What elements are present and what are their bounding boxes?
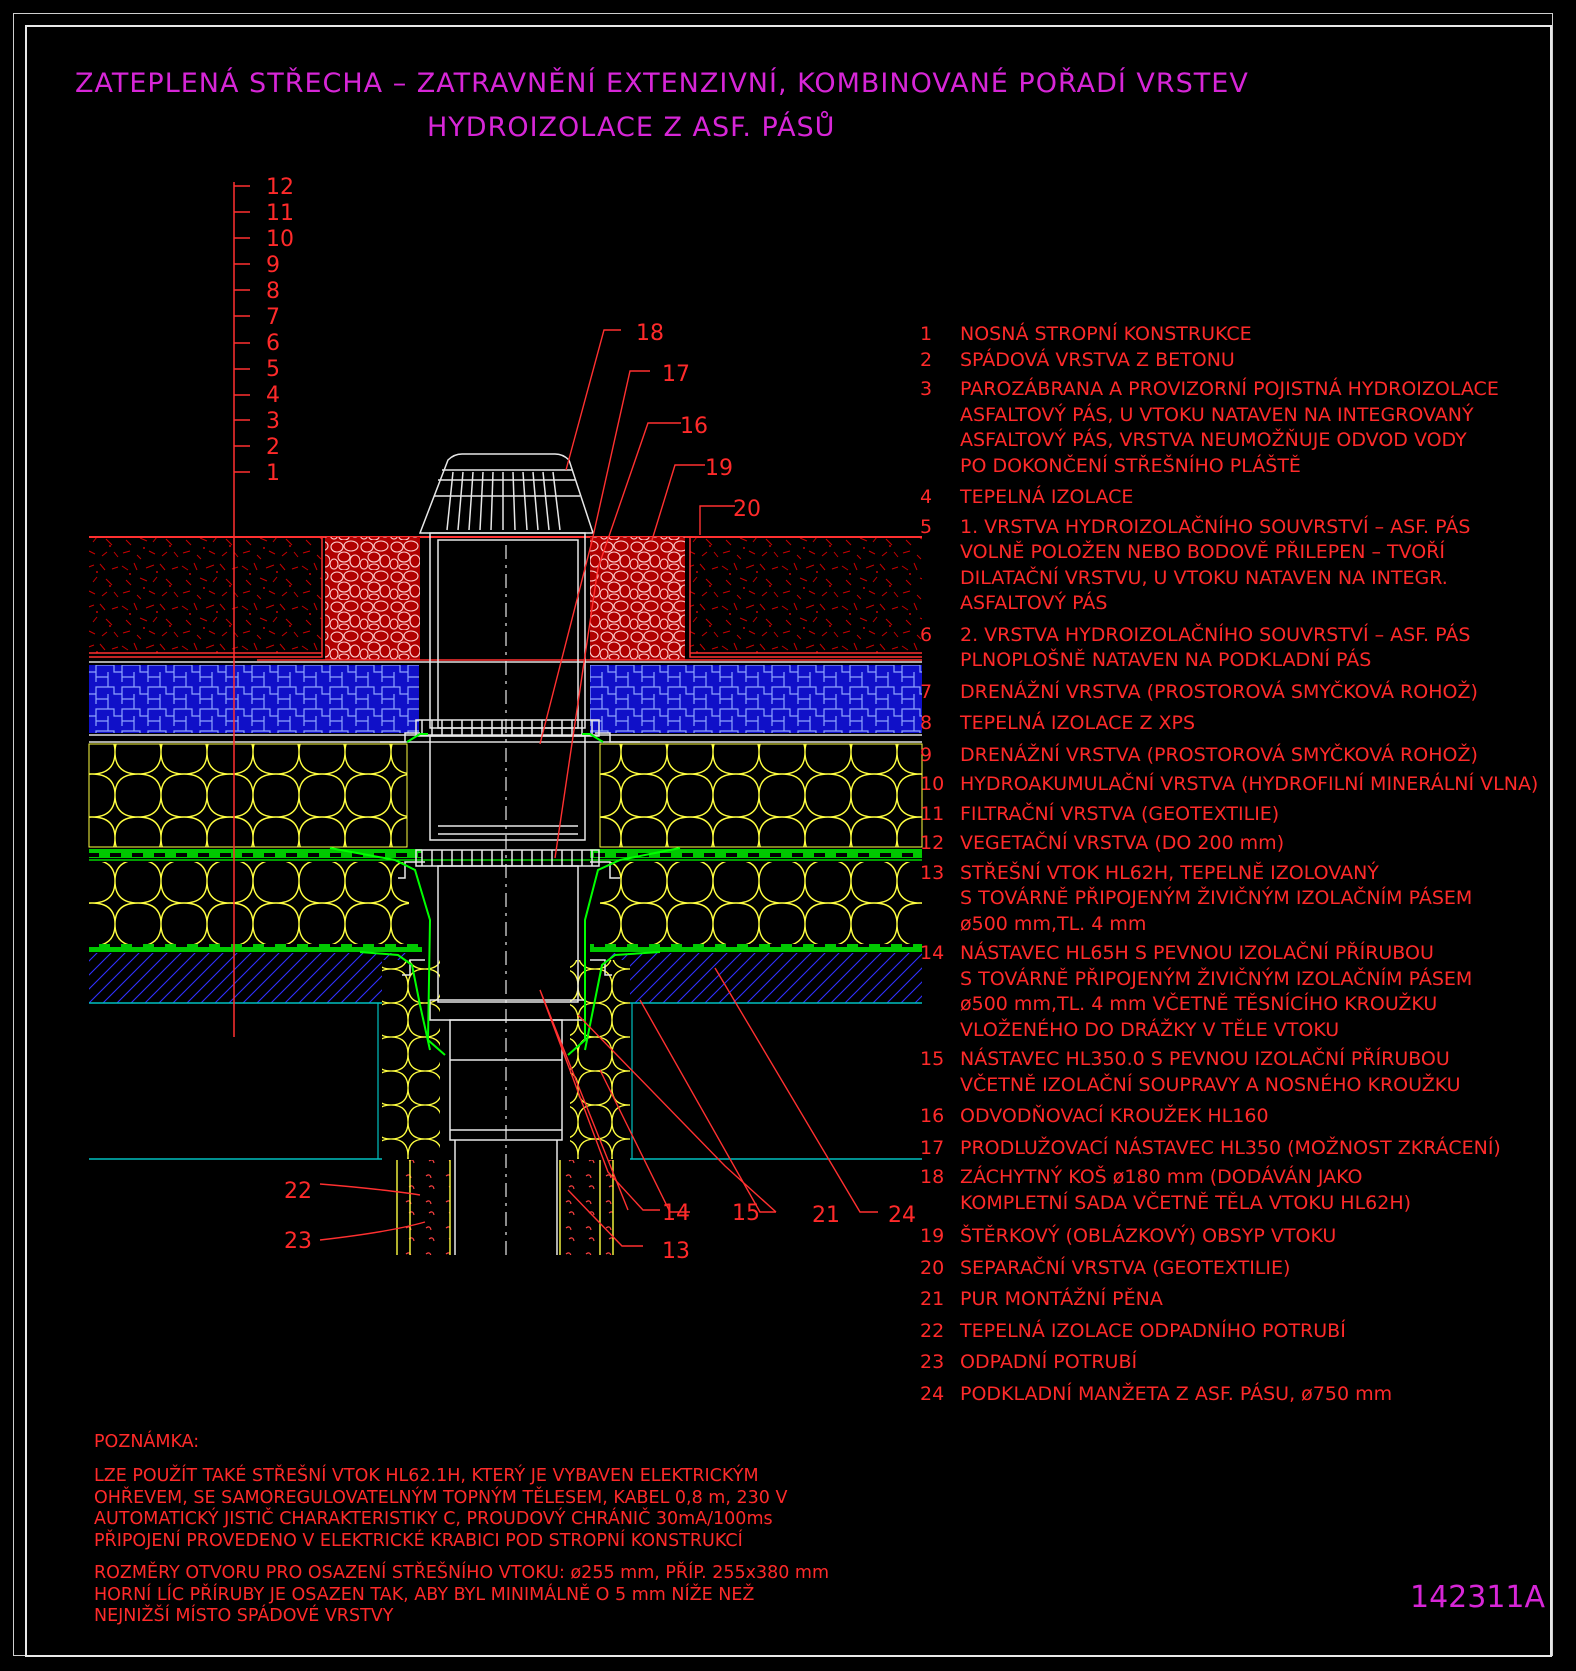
legend-text: PAROZÁBRANA A PROVIZORNÍ POJISTNÁ HYDROIZOLACE ASFALTOVÝ PÁS, U VTOKU NATAVEN NA INTEGROVANÝ ASFALTOVÝ PÁS, VRSTVA NEUMOŽŇUJE ODVOD VODY PO DOKONČENÍ STŘEŠNÍHO PLÁŠTĚ [960, 378, 1499, 477]
legend-number: 7 [920, 680, 933, 703]
scale-label-10: 10 [266, 227, 294, 252]
scale-label-1: 1 [266, 461, 280, 486]
legend-number: 15 [920, 1048, 945, 1070]
legend-text: ŠTĚRKOVÝ (OBLÁZKOVÝ) OBSYP VTOKU [960, 1225, 1337, 1247]
callout-18: 18 [636, 321, 664, 346]
legend-item-19 [920, 1224, 1560, 1250]
legend-number: 13 [920, 861, 945, 884]
legend-text: 1. VRSTVA HYDROIZOLAČNÍHO SOUVRSTVÍ – ASF. PÁS VOLNĚ POLOŽEN NEBO BODOVĚ PŘILEPEN – TVOŘÍ DILATAČNÍ VRSTVU, U VTOKU NATAVEN NA INTEGR. ASFALTOVÝ PÁS [960, 515, 1471, 614]
legend-item-7 [920, 680, 1560, 706]
callout-17: 17 [662, 362, 690, 387]
legend-text: TEPELNÁ IZOLACE [960, 486, 1134, 508]
legend-text: PUR MONTÁŽNÍ PĚNA [960, 1288, 1163, 1310]
legend-item-6 [920, 623, 1560, 674]
legend-list [920, 322, 1560, 1407]
legend-item-11 [920, 802, 1560, 828]
xps-layer-left [89, 665, 419, 733]
legend-text: VEGETAČNÍ VRSTVA (DO 200 mm) [960, 832, 1285, 854]
callout-13: 13 [662, 1239, 690, 1264]
legend-item-13 [920, 861, 1560, 938]
pipe-insulation-right [560, 1160, 613, 1255]
legend-item-1 [920, 322, 1560, 348]
legend-item-12 [920, 831, 1560, 857]
legend-text: ZÁCHYTNÝ KOŠ ø180 mm (DODÁVÁN JAKO KOMPLETNÍ SADA VČETNĚ TĚLA VTOKU HL62H) [960, 1166, 1412, 1214]
scale-label-4: 4 [266, 383, 280, 408]
legend-item-2 [920, 348, 1560, 374]
callout-24: 24 [888, 1203, 916, 1228]
legend-number: 5 [920, 515, 933, 538]
scale-label-11: 11 [266, 201, 294, 226]
membrane-lower-left [89, 944, 422, 952]
drawing-title-line2: HYDROIZOLACE Z ASF. PÁSŮ [427, 112, 836, 143]
legend-number: 6 [920, 623, 933, 646]
scale-label-2: 2 [266, 435, 280, 460]
legend-number: 10 [920, 773, 945, 795]
legend-text: NÁSTAVEC HL65H S PEVNOU IZOLAČNÍ PŘÍRUBOU S TOVÁRNĚ PŘIPOJENÝM ŽIVIČNÝM IZOLAČNÍM PÁSEM ø500 mm,TL. 4 mm VČETNĚ TĚSNÍCÍHO KROUŽKU VLOŽENÉHO DO DRÁŽKY V TĚLE VTOKU [960, 942, 1473, 1041]
note-heading: POZNÁMKA: [94, 1432, 200, 1452]
legend-text: SPÁDOVÁ VRSTVA Z BETONU [960, 348, 1235, 371]
callout-15: 15 [732, 1201, 760, 1226]
legend-text: PRODLUŽOVACÍ NÁSTAVEC HL350 (MOŽNOST ZKRÁCENÍ) [960, 1136, 1501, 1159]
legend-number: 9 [920, 743, 933, 766]
legend-text: TEPELNÁ IZOLACE Z XPS [960, 712, 1196, 734]
legend-item-23 [920, 1350, 1560, 1376]
legend-number: 8 [920, 712, 933, 734]
legend-item-18 [920, 1165, 1560, 1216]
legend-item-17 [920, 1136, 1560, 1162]
insulation-lower-left [89, 862, 409, 944]
callout-23: 23 [284, 1229, 312, 1254]
legend-item-5 [920, 515, 1560, 617]
legend-number: 22 [920, 1319, 945, 1342]
legend-number: 1 [920, 323, 933, 345]
note-paragraph-2: ROZMĚRY OTVORU PRO OSAZENÍ STŘEŠNÍHO VTOKU: ø255 mm, PŘÍP. 255x380 mm HORNÍ LÍC PŘÍRUBY JE OSAZEN TAK, ABY BYL MINIMÁLNĚ O 5 mm NÍŽE NEŽ NEJNIŽŠÍ MÍSTO SPÁDOVÉ VRSTVY [94, 1563, 830, 1626]
legend-item-20 [920, 1256, 1560, 1282]
legend-item-15 [920, 1047, 1560, 1098]
legend-text: ODVODŇOVACÍ KROUŽEK HL160 [960, 1105, 1269, 1127]
callout-14: 14 [662, 1201, 690, 1226]
legend-item-21 [920, 1287, 1560, 1313]
legend-text: ODPADNÍ POTRUBÍ [960, 1351, 1138, 1373]
scale-label-5: 5 [266, 357, 280, 382]
legend-item-4 [920, 485, 1560, 511]
legend-text: HYDROAKUMULAČNÍ VRSTVA (HYDROFILNÍ MINERÁLNÍ VLNA) [960, 773, 1539, 795]
gravel-surround-right [590, 537, 685, 660]
concrete-slope-left [89, 953, 409, 1003]
vegetation-layer-right [690, 537, 922, 653]
legend-item-24 [920, 1382, 1560, 1408]
scale-label-8: 8 [266, 279, 280, 304]
legend-number: 24 [920, 1382, 945, 1405]
legend-text: SEPARAČNÍ VRSTVA (GEOTEXTILIE) [960, 1256, 1291, 1279]
legend-text: NOSNÁ STROPNÍ KONSTRUKCE [960, 323, 1252, 345]
legend-item-14 [920, 941, 1560, 1043]
legend-number: 18 [920, 1166, 945, 1188]
callout-22: 22 [284, 1179, 312, 1204]
scale-label-9: 9 [266, 253, 280, 278]
legend-number: 20 [920, 1256, 945, 1279]
slab-opening-insulation-left [382, 960, 440, 1159]
legend-item-16 [920, 1104, 1560, 1130]
scale-label-7: 7 [266, 305, 280, 330]
callout-19: 19 [705, 456, 733, 481]
scale-label-3: 3 [266, 409, 280, 434]
legend-number: 19 [920, 1225, 945, 1247]
vegetation-layer-left [89, 537, 322, 653]
insulation-lower-right [600, 862, 922, 944]
legend-number: 11 [920, 802, 945, 825]
legend-number: 4 [920, 486, 933, 508]
drawing-title-line1: ZATEPLENÁ STŘECHA – ZATRAVNĚNÍ EXTENZIVNÍ, KOMBINOVANÉ POŘADÍ VRSTEV [75, 68, 1249, 99]
scale-label-6: 6 [266, 331, 280, 356]
concrete-slope-right [610, 953, 922, 1003]
pipe-insulation-left [397, 1160, 450, 1255]
xps-layer-right [590, 665, 922, 733]
legend-text: PODKLADNÍ MANŽETA Z ASF. PÁSU, ø750 mm [960, 1382, 1393, 1405]
legend-text: DRENÁŽNÍ VRSTVA (PROSTOROVÁ SMYČKOVÁ ROHOŽ) [960, 680, 1478, 703]
legend-number: 16 [920, 1105, 945, 1127]
legend-number: 2 [920, 348, 933, 371]
legend-text: FILTRAČNÍ VRSTVA (GEOTEXTILIE) [960, 802, 1280, 825]
legend-item-8 [920, 711, 1560, 737]
legend-number: 12 [920, 832, 945, 854]
note-paragraph-1: LZE POUŽÍT TAKÉ STŘEŠNÍ VTOK HL62.1H, KTERÝ JE VYBAVEN ELEKTRICKÝM OHŘEVEM, SE SAMOREGULOVATELNÝM TOPNÝM TĚLESEM, KABEL 0,8 m, 230 V AUTOMATICKÝ JISTIČ CHARAKTERISTIKY C, PROUDOVÝ CHRÁNIČ 30mA/100ms PŘIPOJENÍ PROVEDENO V ELEKTRICKÉ KRABICI POD STROPNÍ KONSTRUKCÍ [94, 1466, 788, 1551]
legend-item-9 [920, 743, 1560, 769]
callout-16: 16 [680, 414, 708, 439]
callout-21: 21 [812, 1203, 840, 1228]
drawing-code: 142311A [1410, 1580, 1546, 1615]
legend-number: 14 [920, 942, 945, 964]
insulation-upper-right [600, 744, 922, 847]
callout-20: 20 [733, 497, 761, 522]
legend-text: NÁSTAVEC HL350.0 S PEVNOU IZOLAČNÍ PŘÍRUBOU VČETNĚ IZOLAČNÍ SOUPRAVY A NOSNÉHO KROUŽKU [960, 1048, 1461, 1096]
legend-text: 2. VRSTVA HYDROIZOLAČNÍHO SOUVRSTVÍ – ASF. PÁS PLNOPLOŠNĚ NATAVEN NA PODKLADNÍ PÁS [960, 623, 1471, 671]
legend-item-3 [920, 377, 1560, 479]
legend-number: 21 [920, 1288, 945, 1310]
legend-number: 3 [920, 378, 933, 400]
membrane-lower-right [590, 944, 922, 952]
insulation-upper-left [89, 744, 407, 847]
gravel-surround-left [325, 537, 420, 660]
legend-item-10 [920, 772, 1560, 798]
legend-number: 17 [920, 1136, 945, 1159]
legend-text: STŘEŠNÍ VTOK HL62H, TEPELNĚ IZOLOVANÝ S TOVÁRNĚ PŘIPOJENÝM ŽIVIČNÝM IZOLAČNÍM PÁSEM ø500 mm,TL. 4 mm [960, 861, 1473, 935]
legend-text: TEPELNÁ IZOLACE ODPADNÍHO POTRUBÍ [960, 1319, 1346, 1342]
legend-number: 23 [920, 1351, 945, 1373]
scale-label-12: 12 [266, 175, 294, 200]
legend-text: DRENÁŽNÍ VRSTVA (PROSTOROVÁ SMYČKOVÁ ROHOŽ) [960, 743, 1478, 766]
legend-item-22 [920, 1319, 1560, 1345]
